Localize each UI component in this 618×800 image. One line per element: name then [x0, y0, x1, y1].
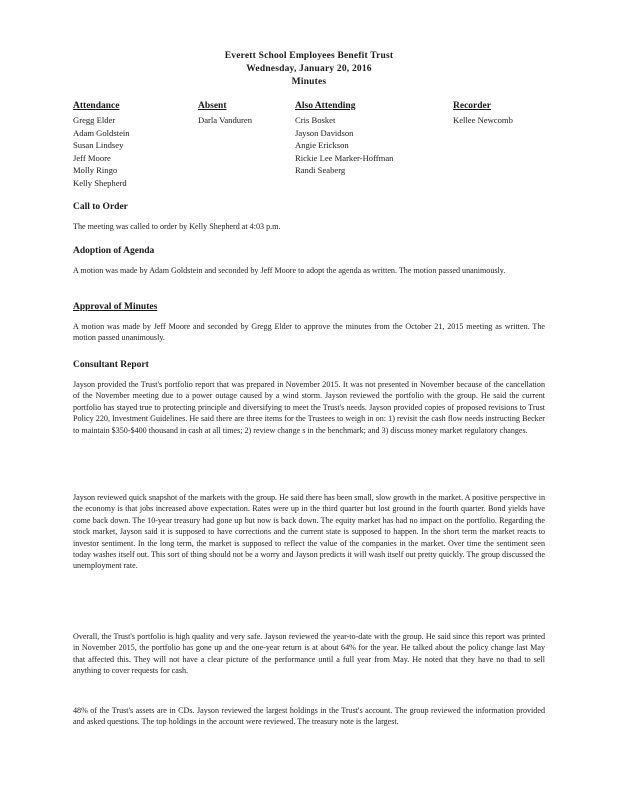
attendance-heading: Attendance	[73, 101, 120, 111]
attendee: Molly Ringo	[73, 165, 118, 176]
also-attending-heading: Also Attending	[295, 101, 356, 111]
call-to-order-heading: Call to Order	[73, 202, 128, 212]
approval-of-minutes-text: A motion was made by Jeff Moore and seconded by Gregg Elder to approve the minutes from the October 21, 2015 meeting as written. The motion passed unanimously.	[73, 322, 545, 343]
guest: Randi Seaberg	[295, 165, 346, 176]
absent-heading: Absent	[198, 101, 227, 111]
guest: Jayson Davidson	[295, 127, 354, 138]
call-to-order-text: The meeting was called to order by Kelly Shepherd at 4:03 p.m.	[73, 222, 281, 231]
absent-list	[198, 114, 252, 127]
consultant-report-paragraph: Overall, the Trust's portfolio is high quality and very safe. Jayson reviewed the year-to-date with the group. He said since this report was printed in November 2015, the portfolio has gone up and the one-year return is at about 64% for the year. He talked about the policy change last May that affected this. They will not have a clear picture of the performance until a full year from May. He noted that they have no thad to sell anything to cover requests for cash.	[73, 632, 545, 676]
consultant-report-heading: Consultant Report	[73, 360, 149, 370]
adoption-of-agenda-heading: Adoption of Agenda	[73, 246, 155, 256]
recorder-heading: Recorder	[453, 101, 491, 111]
attendee: Gregg Elder	[73, 115, 116, 125]
recorder-name: Kellee Newcomb	[453, 115, 513, 125]
meeting-date: Wednesday, January 20, 2016	[246, 64, 372, 74]
guest: Rickie Lee Marker-Hoffman	[295, 152, 394, 163]
attendance-list	[73, 114, 130, 190]
attendee: Kelly Shepherd	[73, 177, 127, 188]
attendee: Adam Goldstein	[73, 127, 130, 138]
document-subtitle: Minutes	[291, 77, 327, 87]
also-attending-list	[295, 114, 393, 177]
consultant-report-paragraph: 48% of the Trust's assets are in CDs. Jayson reviewed the largest holdings in the Trust's account. The group reviewed the information provided and asked questions. The top holdings in the account were reviewed. The treasury note is the largest.	[73, 706, 545, 727]
guest: Angie Erickson	[295, 140, 349, 151]
attendee: Susan Lindsey	[73, 140, 124, 151]
recorder-list	[453, 114, 513, 127]
document-title: Everett School Employees Benefit Trust	[224, 51, 394, 61]
adoption-of-agenda-text: A motion was made by Adam Goldstein and seconded by Jeff Moore to adopt the agenda as written. The motion passed unanimously.	[73, 266, 506, 275]
attendee: Jeff Moore	[73, 152, 111, 163]
consultant-report-paragraph: Jayson reviewed quick snapshot of the markets with the group. He said there has been small, slow growth in the market. A positive perspective in the economy is that jobs increased above expectation. Rates were up in the third quarter but lost ground in the fourth quarter. Bond yields have come back down. The 10-year treasury had gone up but now is back down. The equity market has had no impact on the portfolio. Regarding the stock market, Jayson said it is supposed to have corrections and the current state is supposed to happen. In the short term the market reacts to investor sentiment. In the long term, the market is supposed to reflect the value of the companies in the market. Over time the sentiment seen today washes itself out. This sort of thing should not be a worry and Jayson predicts it will wash itself out pretty quickly. The group discussed the unemployment rate.	[73, 493, 545, 571]
consultant-report-paragraph: Jayson provided the Trust's portfolio report that was prepared in November 2015. It was not presented in November because of the cancellation of the November meeting due to a power outage caused by a wind storm. Jayson reviewed the portfolio with the group. He said the current portfolio has stayed true to protecting principle and diversifying to meet the Trust's needs. Jayson provided copies of proposed revisions to Trust Policy 220, Investment Guidelines. He said there are three items for the Trustees to weigh in on: 1) revisit the cash flow needs instructing Becker to maintain $350-$400 thousand in cash at all times; 2) review change s in the benchmark; and 3) discuss money market regulatory changes.	[73, 380, 545, 435]
guest: Cris Bosket	[295, 115, 336, 125]
absentee: Darla Vanduren	[198, 115, 253, 125]
approval-of-minutes-heading: Approval of Minutes	[73, 302, 158, 312]
